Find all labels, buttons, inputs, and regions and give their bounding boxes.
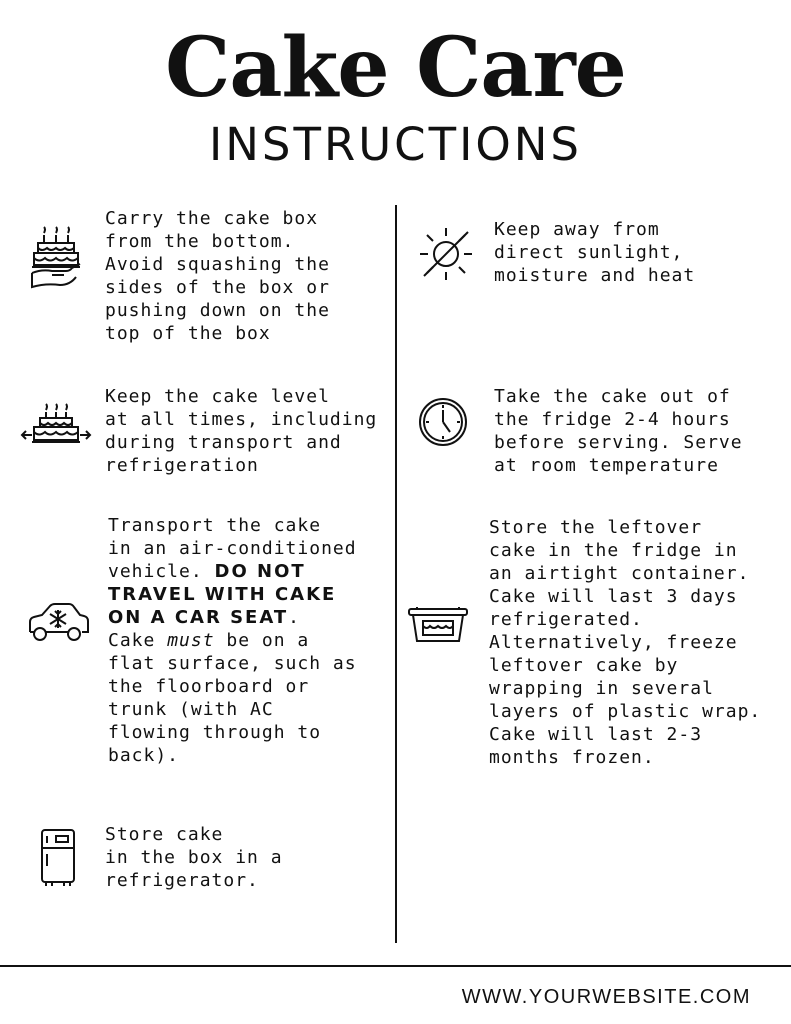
transport-instructions: Transport the cake in an air-conditioned vehicle. DO NOT TRAVEL WITH CAKE ON A CAR SEAT. Cake must be on a flat surface, such as the floorboard or trunk (with AC flowing through to back). bbox=[108, 515, 357, 766]
cake-on-hand-icon bbox=[28, 225, 84, 289]
level-instructions: Keep the cake level at all times, including during transport and refrigeration bbox=[105, 386, 378, 476]
airtight-container-icon bbox=[407, 605, 469, 645]
store-instructions: Store cake in the box in a refrigerator. bbox=[105, 824, 283, 891]
refrigerator-icon bbox=[38, 828, 78, 888]
no-sun-icon bbox=[416, 224, 476, 284]
cake-level-arrows-icon bbox=[20, 402, 92, 448]
website-link[interactable]: WWW.YOURWEBSITE.COM bbox=[461, 986, 751, 1008]
clock-icon bbox=[416, 395, 470, 449]
page-subtitle: INSTRUCTIONS bbox=[208, 118, 583, 171]
sunlight-instructions: Keep away from direct sunlight, moisture and heat bbox=[494, 219, 696, 286]
fridge-time-instructions: Take the cake out of the fridge 2-4 hours before serving. Serve at room temperature bbox=[494, 386, 743, 476]
leftover-instructions: Store the leftover cake in the fridge in an airtight container. Cake will last 3 days refrigerated. Alternatively, freeze leftover cake by wrapping in several layers of plastic wrap. Cake will last 2-3 months frozen. bbox=[489, 517, 762, 768]
carry-instructions: Carry the cake box from the bottom. Avoid squashing the sides of the box or pushing down on the top of the box bbox=[105, 208, 330, 344]
car-snowflake-icon bbox=[26, 602, 90, 644]
column-divider bbox=[395, 205, 397, 943]
footer-divider bbox=[0, 965, 791, 967]
page-title: Cake Care bbox=[165, 20, 626, 116]
